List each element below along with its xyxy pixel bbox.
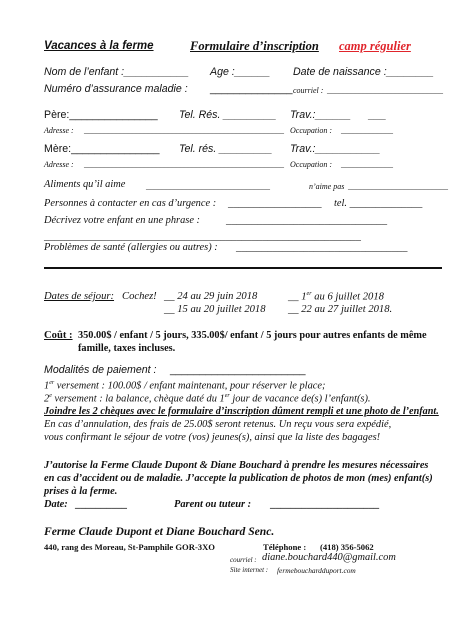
dislikes-field[interactable]: _________________________ [348,182,448,191]
payment-title-rule: _______________________ [170,364,306,376]
health-field[interactable]: _________________________________ [236,242,408,253]
payment-line-2-mid: versement : la balance, chèque daté du 1 [51,393,225,405]
describe-field[interactable]: _______________________________ [226,215,388,226]
footer-email-label: courriel : [230,556,257,564]
payment-line-2-sup2: er [224,393,230,399]
header-left-title: Vacances à la ferme [44,40,154,52]
dates-instruction: Cochez! [122,291,157,302]
payment-line-5: vous confirmant le séjour de votre (vos) jeunes(s), ainsi que la liste des bagages! [44,432,381,443]
section-divider [44,267,442,269]
mother-name-field[interactable]: Mère:_______________ [44,143,160,155]
footer-email[interactable]: diane.bouchard440@gmail.com [262,552,396,563]
date-option-2-sup: er [306,291,312,297]
mother-occupation-field[interactable]: _____________ [341,160,393,169]
signature-date-field[interactable]: __________ [75,499,127,510]
payment-title: Modalités de paiement : [44,364,157,376]
health-label: Problèmes de santé (allergies ou autres) : [44,242,218,253]
describe-label: Décrivez votre enfant en une phrase : [44,215,201,226]
emergency-tel-field[interactable]: tel. ______________ [334,198,423,209]
payment-line-4: En cas d’annulation, des frais de 25.00$ seront retenus. Un reçu vous sera expédié, [44,419,392,430]
date-option-3[interactable]: __ 15 au 20 juillet 2018 [164,304,266,315]
child-name-field[interactable]: Nom de l’enfant :___________ [44,66,189,78]
date-option-2-post: au 6 juillet 2018 [311,291,384,303]
mother-address-label: Adresse : [44,160,74,169]
authorization-line-1: J’autorise la Ferme Claude Dupont & Diane Bouchard à prendre les mesures nécessaires [44,460,429,471]
father-work-tel-field[interactable]: Trav.:______ [290,109,351,121]
signature-date-label: Date: [44,499,68,510]
parent-signature-field[interactable]: _____________________ [270,499,380,510]
mother-occupation-label: Occupation : [290,160,332,169]
mother-address-field[interactable]: __________________________________________________ [84,160,284,169]
payment-line-1-pre: 1 [44,380,50,392]
payment-line-1-sup: er [49,380,55,386]
child-birthdate-field[interactable]: Date de naissance :________ [293,66,434,78]
date-option-1[interactable]: __ 24 au 29 juin 2018 [164,291,258,302]
emergency-label: Personnes à contacter en cas d’urgence : [44,198,217,209]
payment-line-1-post: versement : 100.00$ / enfant maintenant, pour réserver le place; [54,380,326,392]
dates-label: Dates de séjour: [44,291,115,302]
emergency-contact-field[interactable]: __________________ [228,198,322,209]
payment-line-2-post: jour de vacance de(s) l’enfant(s). [229,393,371,405]
child-age-field[interactable]: Age :______ [210,66,271,78]
insurance-field[interactable]: ______________ [210,83,293,95]
camp-title: camp régulier [339,39,411,53]
payment-line-2-pre: 2 [44,393,50,405]
form-title: Formulaire d’inscription [190,39,319,53]
date-option-4[interactable]: __ 22 au 27 juillet 2018. [288,304,393,315]
payment-line-2-sup: e [49,393,52,399]
cost-line-2: famille, taxes incluses. [78,343,176,354]
authorization-line-3: prises à la ferme. [44,486,118,497]
father-home-tel-field[interactable]: Tel. Rés. _________ [179,109,277,121]
email-label: courriel : [293,86,324,95]
farm-name: Ferme Claude Dupont et Diane Bouchard Senc. [44,525,275,538]
father-occupation-label: Occupation : [290,126,332,135]
father-work-tel-extra[interactable]: ___ [368,109,386,121]
parent-label: Parent ou tuteur : [174,499,252,510]
email-field[interactable]: _____________________________ [327,86,443,95]
date-option-2-pre: __ 1 [288,291,307,303]
mother-home-tel-field[interactable]: Tel. rés. _________ [179,143,273,155]
payment-line-1 [44,380,325,391]
date-option-2[interactable] [288,291,384,303]
father-occupation-field[interactable]: _____________ [341,126,393,135]
father-address-label: Adresse : [44,126,74,135]
site-label: Site internet : [230,566,269,574]
phone-number: (418) 356-5062 [320,542,374,552]
site-url[interactable]: fermebouchardduport.com [277,566,356,575]
insurance-label: Numéro d’assurance maladie : [44,83,188,95]
father-name-field[interactable]: Père:_______________ [44,109,158,121]
payment-line-2 [44,393,371,404]
dislikes-label: n’aime pas [309,182,345,191]
payment-line-3: Joindre les 2 chèques avec le formulaire d’inscription dûment rempli et une photo de l’enfant. [44,406,439,417]
mother-work-tel-field[interactable]: Trav.:___________ [290,143,381,155]
describe-field-line2[interactable]: _____________________________________________________________ [44,231,361,242]
phone-label: Téléphone : [263,542,307,552]
cost-line-1: 350.00$ / enfant / 5 jours, 335.00$/ enfant / 5 jours pour autres enfants de même [78,330,427,341]
authorization-line-2: en cas d’accident ou de maladie. J’accepte la publication de photos de mon (mes) enfant(s) [44,473,433,484]
likes-field[interactable]: _______________________________ [146,182,270,191]
cost-label: Coût : [44,330,73,341]
farm-address: 440, rang des Moreau, St-Pamphile GOR-3XO [44,542,215,552]
likes-label: Aliments qu’il aime [44,179,126,190]
father-address-field[interactable]: __________________________________________________ [84,126,284,135]
